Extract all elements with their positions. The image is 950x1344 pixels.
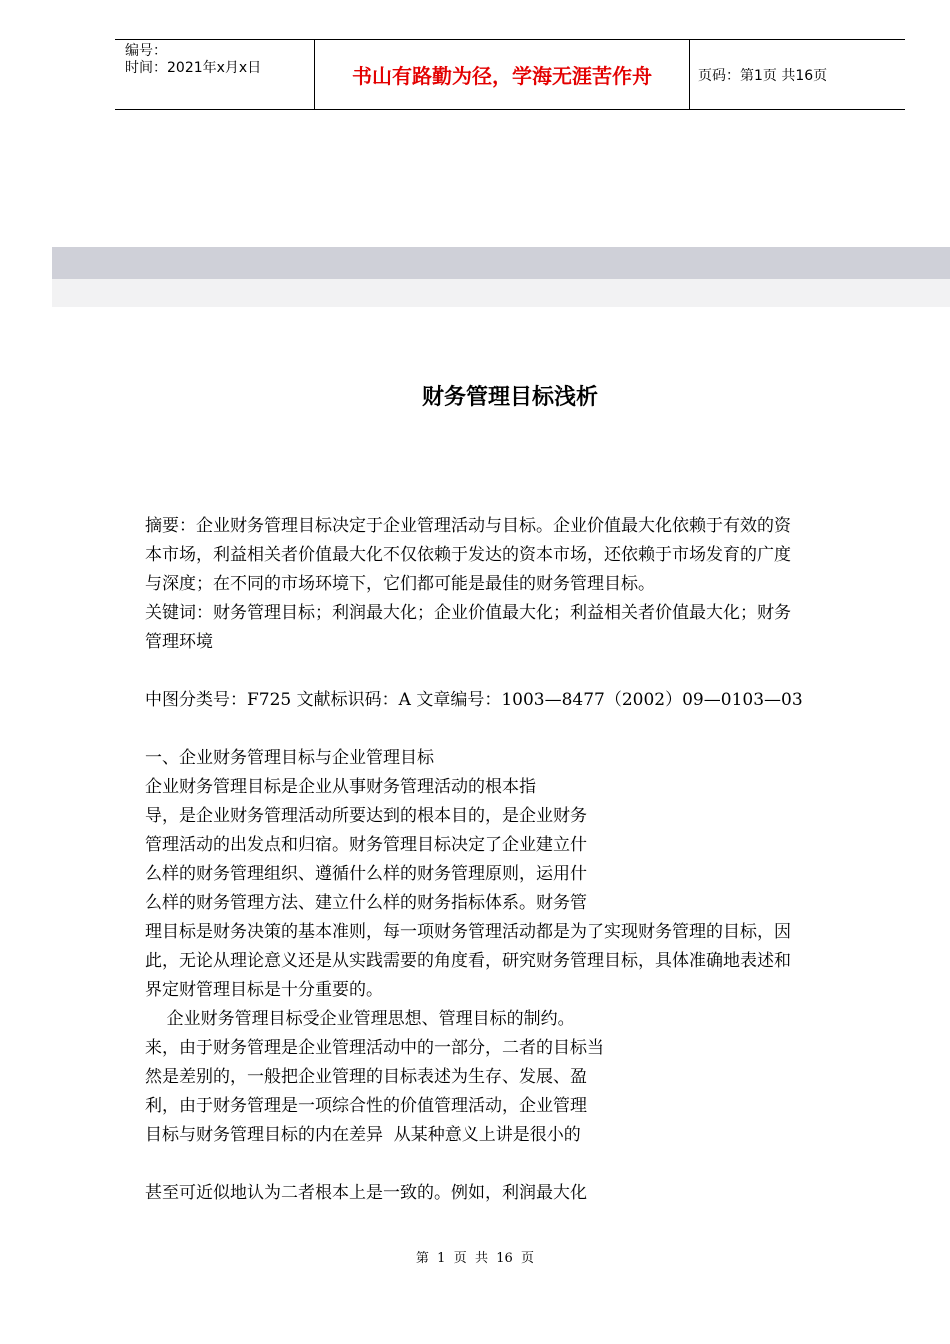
- page-footer: 第 1 页 共 16 页: [415, 1251, 535, 1266]
- abstract-line: 本市场，利益相关者价值最大化不仅依赖于发达的资本市场，还依赖于市场发育的广度: [145, 545, 791, 565]
- paragraph-line: 么样的财务管理组织、遵循什么样的财务管理原则，运用什: [145, 864, 587, 884]
- header-table: [115, 39, 905, 110]
- abstract-line: 与深度；在不同的市场环境下，它们都可能是最佳的财务管理目标。: [145, 574, 655, 594]
- paragraph-line: 利，由于财务管理是一项综合性的价值管理活动，企业管理: [145, 1096, 587, 1116]
- header-page-info: 页码：第1页 共16页: [698, 67, 828, 84]
- classification-line: 中图分类号：F725 文献标识码：A 文章编号：1003—8477（2002）09—0103—03: [145, 690, 803, 710]
- abstract-line: 摘要：企业财务管理目标决定于企业管理活动与目标。企业价值最大化依赖于有效的资: [145, 516, 791, 536]
- document-title: 财务管理目标浅析: [421, 385, 598, 410]
- number-label: 编号：: [125, 43, 167, 59]
- decorative-band-light: [52, 279, 950, 307]
- paragraph-line: 管理活动的出发点和归宿。财务管理目标决定了企业建立什: [145, 835, 587, 855]
- paragraph-line: 然是差别的，一般把企业管理的目标表述为生存、发展、盈: [145, 1067, 587, 1087]
- document-body: [145, 512, 875, 1208]
- decorative-band-dark: [52, 247, 950, 279]
- paragraph-line: 导，是企业财务管理活动所要达到的根本目的，是企业财务: [145, 806, 587, 826]
- paragraph-line: 企业财务管理目标是企业从事财务管理活动的根本指: [145, 777, 536, 797]
- paragraph-line: 企业财务管理目标受企业管理思想、管理目标的制约。: [145, 1009, 575, 1029]
- header-meta: [115, 40, 315, 109]
- paragraph-line: 目标与财务管理目标的内在差异 从某种意义上讲是很小的: [145, 1125, 581, 1145]
- paragraph-line: 甚至可近似地认为二者根本上是一致的。例如，利润最大化: [145, 1183, 587, 1203]
- time-label: 时间：2021年x月x日: [125, 60, 262, 76]
- paragraph-line: 界定财管理目标是十分重要的。: [145, 980, 383, 1000]
- keywords-line: 管理环境: [145, 632, 213, 652]
- paragraph-line: 么样的财务管理方法、建立什么样的财务指标体系。财务管: [145, 893, 587, 913]
- paragraph-line: 此，无论从理论意义还是从实践需要的角度看，研究财务管理目标，具体准确地表述和: [145, 951, 791, 971]
- keywords-line: 关键词：财务管理目标；利润最大化；企业价值最大化；利益相关者价值最大化；财务: [145, 603, 791, 623]
- section-heading: 一、企业财务管理目标与企业管理目标: [145, 748, 434, 768]
- header-motto: 书山有路勤为径，学海无涯苦作舟: [315, 40, 690, 109]
- paragraph-line: 来，由于财务管理是企业管理活动中的一部分，二者的目标当: [145, 1038, 604, 1058]
- paragraph-line: 理目标是财务决策的基本准则，每一项财务管理活动都是为了实现财务管理的目标，因: [145, 922, 791, 942]
